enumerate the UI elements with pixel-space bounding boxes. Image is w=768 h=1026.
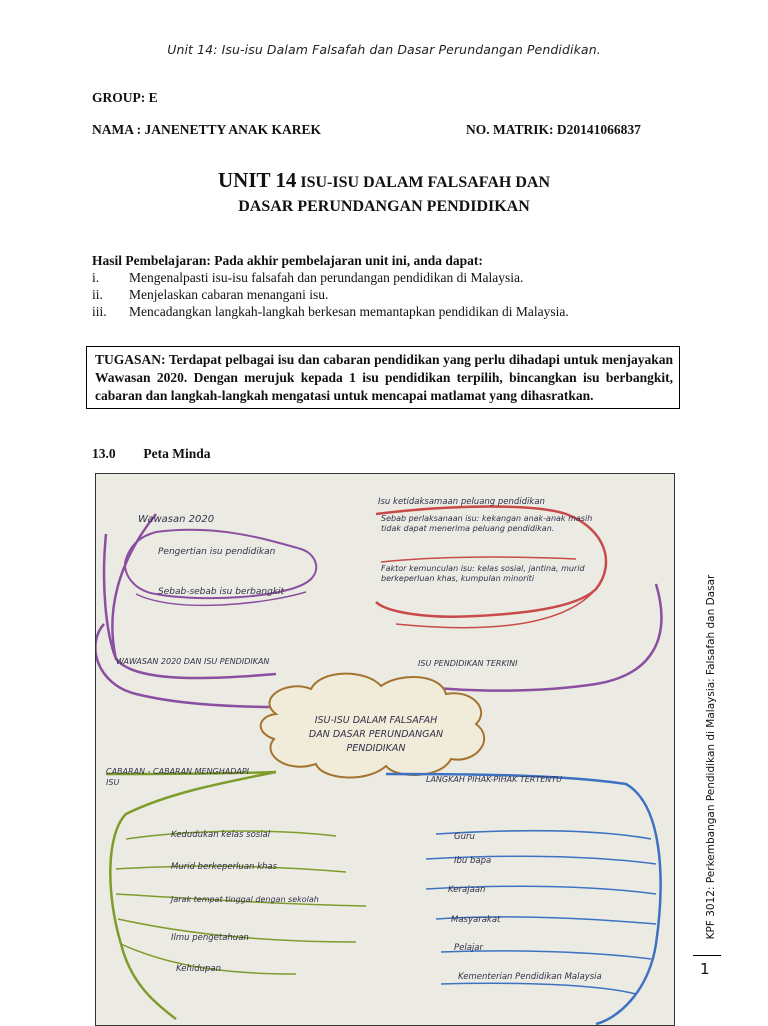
learning-outcomes <box>92 252 692 320</box>
mindmap-bottomright-item-text: Kementerian Pendidikan Malaysia <box>458 972 602 982</box>
list-item-text: Mencadangkan langkah-langkah berkesan memantapkan pendidikan di Malaysia. <box>129 304 569 319</box>
page-number: 1 <box>700 960 710 978</box>
mind-map-drawing <box>96 474 674 1025</box>
unit-title-line2: DASAR PERUNDANGAN PENDIDIKAN <box>238 198 530 215</box>
mindmap-bottomleft-item: Murid berkeperluan khas <box>171 862 278 872</box>
assignment-box: TUGASAN: Terdapat pelbagai isu dan cabaran pendidikan yang perlu dihadapi untuk menjayakan Wawasan 2020. Dengan merujuk kepada 1 isu pendidikan terpilih, bincangkan isu berbangkit, cabaran dan langkah-langkah mengatasi untuk mencapai matlamat yang dihasratkan. <box>86 346 680 409</box>
mindmap-bottomright-item <box>458 970 628 1006</box>
mindmap-topright-item <box>381 564 606 604</box>
mindmap-bottomright-item: Ibu bapa <box>454 856 492 866</box>
list-item <box>92 303 692 320</box>
group-label: GROUP: E <box>92 90 158 105</box>
mindmap-bottomright-item: Kerajaan <box>448 885 486 895</box>
section-number: 13.0 <box>92 446 116 461</box>
section-title: Peta Minda <box>143 446 211 461</box>
mindmap-topright-item-text: Sebab perlaksanaan isu: kekangan anak-anak masih tidak dapat menerima peluang pendidikan. <box>381 514 593 533</box>
list-item <box>92 269 692 286</box>
mindmap-topright-branch: ISU PENDIDIKAN TERKINI <box>418 659 518 668</box>
mindmap-topleft-item: Sebab-sebab isu berbangkit <box>158 587 285 597</box>
mindmap-bottomleft-branch-2: ISU <box>106 778 120 787</box>
mindmap-center-line3: PENDIDIKAN <box>346 743 406 754</box>
side-footer <box>696 562 726 952</box>
side-footer-text: KPF 3012: Perkembangan Pendidikan di Malaysia: Falsafah dan Dasar <box>705 574 717 940</box>
mindmap-topright-title: Isu ketidaksamaan peluang pendidikan <box>378 497 545 507</box>
page-number-divider <box>693 955 721 956</box>
unit-number: UNIT 14 <box>217 168 297 192</box>
mindmap-topright-item-text: Faktor kemunculan isu: kelas sosial, jantina, murid berkeperluan khas, kumpulan minoriti <box>381 564 585 583</box>
matric-number: NO. MATRIK: D20141066837 <box>466 122 641 137</box>
mindmap-topleft-branch: WAWASAN 2020 DAN ISU PENDIDIKAN <box>116 657 270 666</box>
mindmap-bottomright-item: Masyarakat <box>451 915 501 925</box>
mindmap-topright-item <box>381 514 606 554</box>
mindmap-bottomleft-item: Kehidupan <box>176 964 222 974</box>
list-item-text: Mengenalpasti isu-isu falsafah dan perundangan pendidikan di Malaysia. <box>129 270 524 285</box>
mindmap-bottomleft-item: Jarak tempat tinggal dengan sekolah <box>171 895 319 904</box>
mindmap-center-line2: DAN DASAR PERUNDANGAN <box>308 729 444 740</box>
mindmap-bottomleft-item: Ilmu pengetahuan <box>171 933 249 943</box>
mindmap-bottomright-branch-label: LANGKAH PIHAK-PIHAK TERTENTU <box>426 775 563 784</box>
unit-title-line1: ISU-ISU DALAM FALSAFAH DAN <box>296 174 551 191</box>
learning-outcomes-heading: Hasil Pembelajaran: Pada akhir pembelajaran unit ini, anda dapat: <box>92 253 483 268</box>
list-item-number: ii. <box>92 287 103 302</box>
mindmap-center-line1: ISU-ISU DALAM FALSAFAH <box>314 715 438 726</box>
mindmap-topleft-item: Pengertian isu pendidikan <box>158 547 276 557</box>
mindmap-bottomleft-item: Kedudukan kelas sosial <box>171 830 271 840</box>
list-item-text: Menjelaskan cabaran menangani isu. <box>129 287 329 302</box>
mindmap-bottomleft-branch: CABARAN - CABARAN MENGHADAPI <box>106 767 250 776</box>
section-heading <box>92 446 211 462</box>
running-header: Unit 14: Isu-isu Dalam Falsafah dan Dasar Perundangan Pendidikan. <box>167 42 601 57</box>
mindmap-bottomright-item: Guru <box>454 832 475 842</box>
student-name: NAMA : JANENETTY ANAK KAREK <box>92 122 322 137</box>
unit-title <box>0 168 768 219</box>
list-item-number: iii. <box>92 304 107 319</box>
list-item-number: i. <box>92 270 100 285</box>
mind-map-photo <box>95 473 675 1026</box>
mindmap-bottomright-item: Pelajar <box>454 943 483 953</box>
mindmap-topleft-title: Wawasan 2020 <box>138 514 215 525</box>
list-item <box>92 286 692 303</box>
